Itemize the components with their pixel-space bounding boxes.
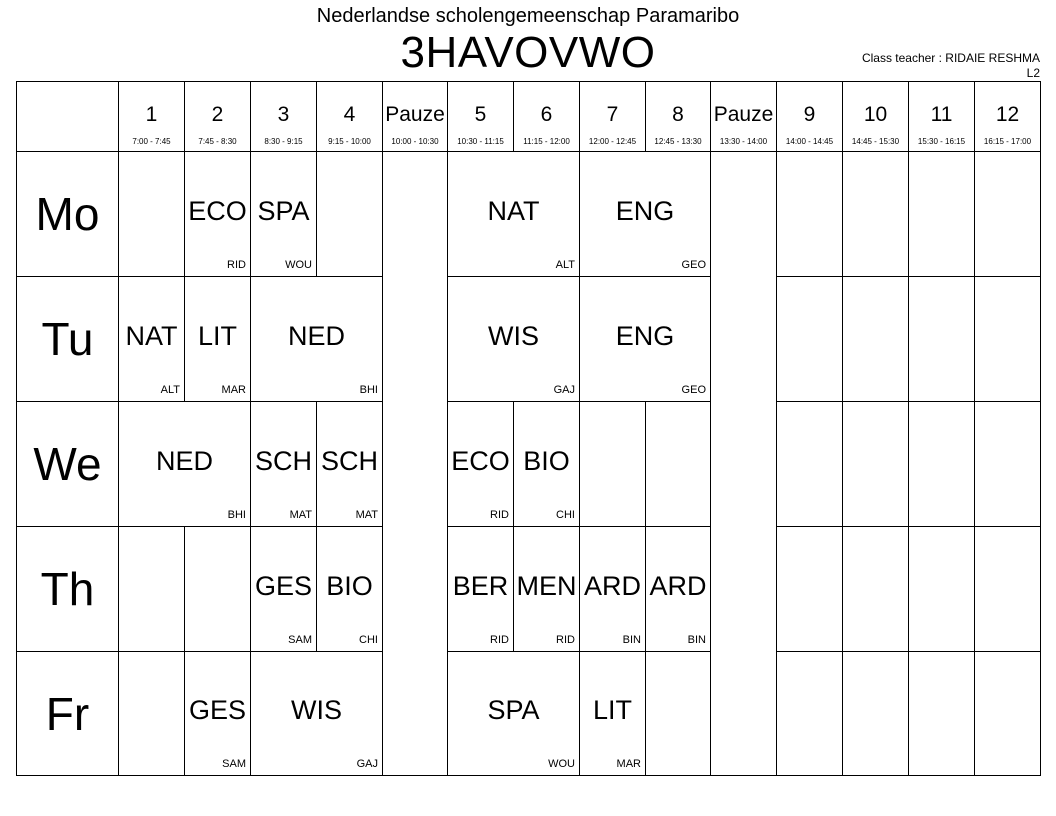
subject-label: BIO (523, 445, 570, 476)
subject-label: BER (452, 570, 509, 601)
pause-column (382, 151, 448, 776)
empty-cell (908, 651, 975, 776)
teacher-code: CHI (359, 634, 378, 646)
period-number: Pauze (385, 103, 445, 126)
teacher-code: ALT (555, 259, 575, 271)
lesson-cell (579, 151, 711, 277)
subject-label: BIO (326, 570, 373, 601)
period-number: 12 (995, 103, 1020, 126)
empty-cell (908, 276, 975, 402)
teacher-code: GEO (681, 259, 706, 271)
subject-label: NED (155, 445, 213, 476)
timetable-grid (16, 81, 1041, 776)
empty-cell (776, 276, 843, 402)
teacher-code: GAJ (356, 758, 378, 770)
period-header (645, 81, 711, 152)
period-time: 14:00 - 14:45 (785, 137, 834, 146)
empty-cell (118, 526, 185, 652)
period-time: 13:30 - 14:00 (719, 137, 768, 146)
subject-label: NED (287, 320, 345, 351)
teacher-code: BHI (359, 384, 378, 396)
period-time: 9:15 - 10:00 (328, 137, 371, 146)
teacher-code: SAM (222, 758, 246, 770)
teacher-code: WOU (285, 259, 312, 271)
class-teacher: Class teacher : RIDAIE RESHMA (861, 51, 1040, 65)
teacher-code: MAT (355, 509, 378, 521)
period-number: 8 (672, 103, 684, 126)
lesson-cell (184, 151, 251, 277)
subject-label: NAT (125, 320, 178, 351)
teacher-code: WOU (548, 758, 575, 770)
subject-label: MEN (516, 570, 577, 601)
subject-label: SPA (487, 695, 540, 725)
day-label: Fr (16, 651, 119, 776)
subject-label: SPA (257, 195, 310, 226)
day-label: Tu (16, 276, 119, 402)
empty-cell (974, 151, 1041, 277)
subject-label: WIS (488, 320, 539, 351)
empty-cell (842, 151, 909, 277)
school-name: Nederlandse scholengemeenschap Paramaribo (316, 5, 740, 27)
empty-cell (908, 401, 975, 527)
pause-column (710, 151, 777, 776)
period-time: 12:00 - 12:45 (588, 137, 637, 146)
lesson-cell (579, 276, 711, 402)
empty-cell (316, 151, 383, 277)
lesson-cell (118, 276, 185, 402)
period-number: 3 (277, 103, 290, 126)
lesson-cell (447, 526, 514, 652)
lesson-cell (579, 651, 646, 776)
subject-label: GES (188, 695, 247, 725)
period-header (710, 81, 777, 152)
period-header (184, 81, 251, 152)
period-number: 5 (474, 103, 487, 126)
empty-cell (645, 401, 711, 527)
teacher-code: GAJ (553, 384, 575, 396)
period-header (579, 81, 646, 152)
lesson-cell (250, 651, 383, 776)
lesson-cell (447, 276, 580, 402)
period-header (974, 81, 1041, 152)
period-number: 11 (930, 103, 953, 126)
teacher-code: GEO (681, 384, 706, 396)
period-header (513, 81, 580, 152)
period-number: 6 (540, 103, 553, 126)
period-time: 14:45 - 15:30 (851, 137, 900, 146)
teacher-code: BIN (687, 634, 706, 646)
period-time: 7:00 - 7:45 (132, 137, 171, 146)
empty-cell (776, 151, 843, 277)
period-header (250, 81, 317, 152)
subject-label: NAT (487, 195, 540, 226)
period-time: 16:15 - 17:00 (983, 137, 1032, 146)
period-header (447, 81, 514, 152)
empty-cell (645, 651, 711, 776)
period-number: Pauze (713, 103, 774, 126)
period-time: 7:45 - 8:30 (198, 137, 237, 146)
empty-cell (974, 526, 1041, 652)
period-number: 9 (803, 103, 816, 126)
empty-cell (184, 526, 251, 652)
lesson-cell (645, 526, 711, 652)
period-time: 11:15 - 12:00 (523, 137, 570, 146)
period-header (908, 81, 975, 152)
period-header (382, 81, 448, 152)
empty-cell (776, 401, 843, 527)
subject-label: ENG (615, 320, 675, 351)
lesson-cell (316, 526, 383, 652)
period-time: 12:45 - 13:30 (654, 137, 702, 146)
period-time: 10:30 - 11:15 (457, 137, 504, 146)
subject-label: LIT (592, 695, 632, 725)
period-number: 1 (145, 103, 158, 126)
empty-cell (974, 651, 1041, 776)
period-time: 15:30 - 16:15 (917, 137, 966, 146)
teacher-code: CHI (556, 509, 575, 521)
period-number: 2 (211, 103, 224, 126)
class-name: 3HAVOVWO (400, 28, 656, 77)
lesson-cell (118, 401, 251, 527)
empty-cell (776, 526, 843, 652)
period-header (842, 81, 909, 152)
period-time: 10:00 - 10:30 (391, 137, 439, 146)
empty-cell (842, 276, 909, 402)
empty-cell (842, 401, 909, 527)
empty-cell (842, 651, 909, 776)
subject-label: ARD (649, 570, 707, 601)
empty-cell (908, 526, 975, 652)
teacher-code: RID (227, 259, 246, 271)
empty-cell (974, 276, 1041, 402)
lesson-cell (250, 276, 383, 402)
period-number: 10 (863, 103, 888, 126)
subject-label: GES (254, 570, 313, 601)
period-header (118, 81, 185, 152)
subject-label: SCH (320, 445, 378, 476)
subject-label: LIT (197, 320, 237, 351)
subject-label: ECO (451, 445, 510, 476)
teacher-code: ALT (160, 384, 180, 396)
teacher-code: BIN (622, 634, 641, 646)
period-number: 7 (606, 103, 619, 126)
empty-cell (908, 151, 975, 277)
lesson-cell (184, 276, 251, 402)
empty-cell (579, 401, 646, 527)
teacher-code: RID (490, 509, 509, 521)
day-label: Mo (16, 151, 119, 277)
lesson-cell (184, 651, 251, 776)
day-label: We (16, 401, 119, 527)
lesson-cell (579, 526, 646, 652)
lesson-cell (316, 401, 383, 527)
day-label: Th (16, 526, 119, 652)
period-number: 4 (343, 103, 356, 126)
teacher-code: MAR (221, 384, 246, 396)
subject-label: SCH (254, 445, 312, 476)
corner-cell (16, 81, 119, 152)
lesson-cell (447, 401, 514, 527)
teacher-code: RID (556, 634, 575, 646)
empty-cell (118, 151, 185, 277)
period-time: 8:30 - 9:15 (264, 137, 303, 146)
teacher-code: MAR (616, 758, 641, 770)
lesson-cell (250, 401, 317, 527)
lesson-cell (513, 401, 580, 527)
teacher-code: SAM (288, 634, 312, 646)
teacher-code: MAT (289, 509, 312, 521)
subject-label: ENG (615, 195, 675, 226)
teacher-code: RID (490, 634, 509, 646)
subject-label: ARD (583, 570, 641, 601)
empty-cell (842, 526, 909, 652)
lesson-cell (447, 651, 580, 776)
subject-label: WIS (291, 695, 342, 725)
lesson-cell (513, 526, 580, 652)
empty-cell (118, 651, 185, 776)
empty-cell (974, 401, 1041, 527)
period-header (776, 81, 843, 152)
teacher-code: BHI (227, 509, 246, 521)
lesson-cell (250, 151, 317, 277)
subject-label: ECO (188, 195, 247, 226)
lesson-cell (250, 526, 317, 652)
lesson-cell (447, 151, 580, 277)
empty-cell (776, 651, 843, 776)
room-label: L2 (1026, 66, 1040, 80)
period-header (316, 81, 383, 152)
